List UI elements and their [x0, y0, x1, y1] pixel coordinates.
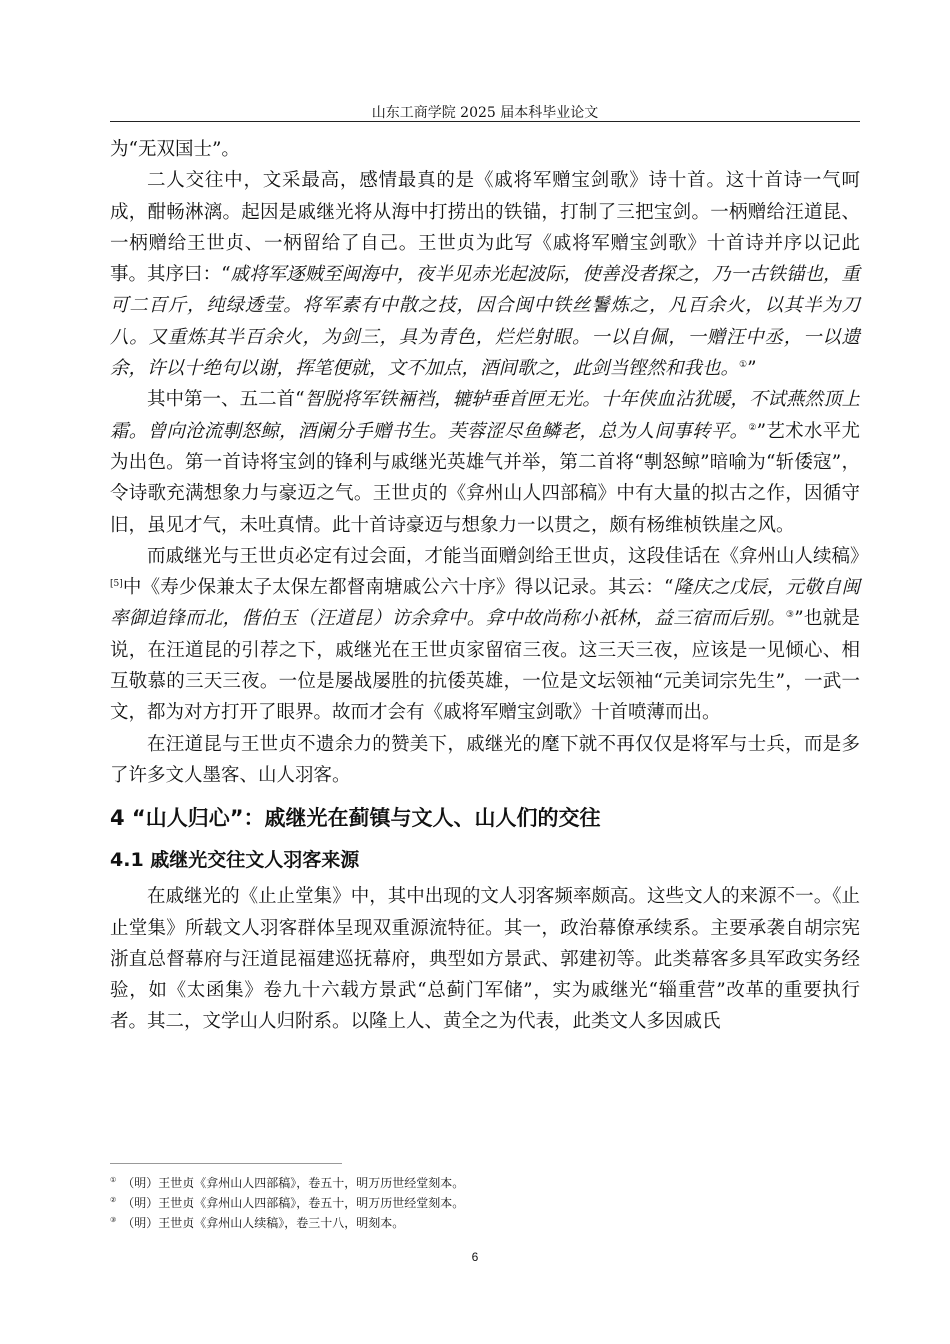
quotation: 智脱将军铁裲裆，辘轳垂首匣无光。十年侠血沾犹暖，不试燕然顶上霜。曾向沧流剸怒鲸，酒阑分手赠书生。芙蓉涩尽鱼鳞老，总为人间事转平。: [110, 389, 860, 442]
header-rule: [110, 121, 860, 122]
paragraph-text: 其中第一、五二首“: [147, 389, 305, 411]
paragraph: 在戚继光的《止止堂集》中，其中出现的文人羽客频率颇高。这些文人的来源不一。《止止堂集》所载文人羽客群体呈现双重源流特征。其一，政治幕僚承续系。主要承袭自胡宗宪浙直总督幕府与汪道昆福建巡抚幕府，典型如方景武、郭建初等。此类幕客多具军政实务经验，如《太函集》卷九十六载方景武“总蓟门军储”，实为戚继光“辎重营”改革的重要执行者。其二，文学山人归附系。以隆上人、黄全之为代表，此类文人多因戚氏: [110, 886, 860, 1033]
paragraph-text: 而戚继光与王世贞必定有过会面，才能当面赠剑给王世贞，这段佳话在《弇州山人续稿》: [147, 545, 869, 567]
footnote-mark: ③: [110, 1216, 117, 1224]
paragraph-text: ”艺术水平尤为出色。第一首诗将宝剑的锋利与戚继光英雄气并举，第二首将“剸怒鲸”暗喻为“斩倭寇”，令诗歌充满想象力与豪迈之气。王世贞的《弇州山人四部稿》中有大量的拟古之作，因循守旧，虽见才气，未吐真情。此十首诗豪迈与想象力一以贯之，颇有杨维桢铁崖之风。: [110, 420, 860, 536]
footnote-marker[interactable]: ②: [748, 422, 757, 433]
footnote: [110, 1212, 860, 1232]
paragraph: [110, 165, 860, 384]
footnote: [110, 1192, 860, 1212]
quotation: 戚将军逐贼至闽海中，夜半见赤光起波际，使善没者探之，乃一古铁锚也，重可二百斤，纯绿透莹。将军素有中散之技，因合闽中铁丝鬐炼之，凡百余火，以其半为刀八。又重炼其半百余火，为剑三，具为青色，烂烂射眼。一以自佩，一赠汪中丞，一以遗余，许以十绝句以谢，挥笔便就，文不加点，酒间歌之，此剑当铿然和我也。: [110, 264, 860, 380]
paragraph: 为“无双国士”。: [110, 139, 240, 160]
footnotes: [110, 1172, 860, 1232]
subsection-heading: 4.1 戚继光交往文人羽客来源: [110, 849, 360, 872]
section-heading: 4 “山人归心”：戚继光在蓟镇与文人、山人们的交往: [110, 806, 601, 831]
paragraph-text: ”: [747, 358, 757, 380]
page-number: 6: [471, 1250, 479, 1264]
running-header: 山东工商学院 2025 届本科毕业论文: [371, 105, 599, 121]
footnote-text: （明）王世贞《弇州山人续稿》，卷三十八，明刻本。: [122, 1216, 405, 1230]
paragraph-text: ”也就是说，在汪道昆的引荐之下，戚继光在王世贞家留宿三夜。这三天三夜，应该是一见倾心、相互敬慕的三天三夜。一位是屡战屡胜的抗倭英雄，一位是文坛领袖“元美词宗先生”，一武一文，都为对方打开了眼界。故而才会有《戚将军赠宝剑歌》十首喷薄而出。: [110, 608, 860, 724]
footnote-mark: ①: [110, 1176, 117, 1184]
paragraph-text: 二人交往中，文采最高，感情最真的是《戚将军赠宝剑歌》诗十首。这十首诗一气呵成，酣畅淋漓。起因是戚继光将从海中打捞出的铁锚，打制了三把宝剑。一柄赠给汪道昆、一柄赠给王世贞、一柄留给了自己。王世贞为此写《戚将军赠宝剑歌》十首诗并序以记此事。其序曰：“: [110, 170, 860, 286]
footnote-text: （明）王世贞《弇州山人四部稿》，卷五十，明万历世经堂刻本。: [122, 1196, 465, 1210]
paragraph-text: 中《寿少保兼太子太保左都督南塘戚公六十序》得以记录。其云：“: [122, 577, 674, 599]
body-text: [110, 134, 869, 1038]
paragraph: [110, 384, 860, 540]
paragraph: [110, 541, 869, 729]
quotation: 隆庆之戊辰，元敬自闽率御追锋而北，偕伯玉（汪道昆）访余弇中。弇中故尚称小祇林，益三宿而后别。: [110, 577, 860, 630]
footnote: [110, 1172, 860, 1192]
footnote-marker[interactable]: ③: [785, 610, 795, 621]
footnote-marker[interactable]: ①: [739, 359, 748, 370]
footnote-mark: ②: [110, 1196, 117, 1204]
footnote-text: （明）王世贞《弇州山人四部稿》，卷五十，明万历世经堂刻本。: [122, 1176, 465, 1190]
footnote-rule: [110, 1163, 342, 1164]
paragraph: 在汪道昆与王世贞不遗余力的赞美下，戚继光的麾下就不再仅仅是将军与士兵，而是多了许多文人墨客、山人羽客。: [110, 733, 860, 786]
citation-marker[interactable]: [5]: [110, 579, 123, 589]
